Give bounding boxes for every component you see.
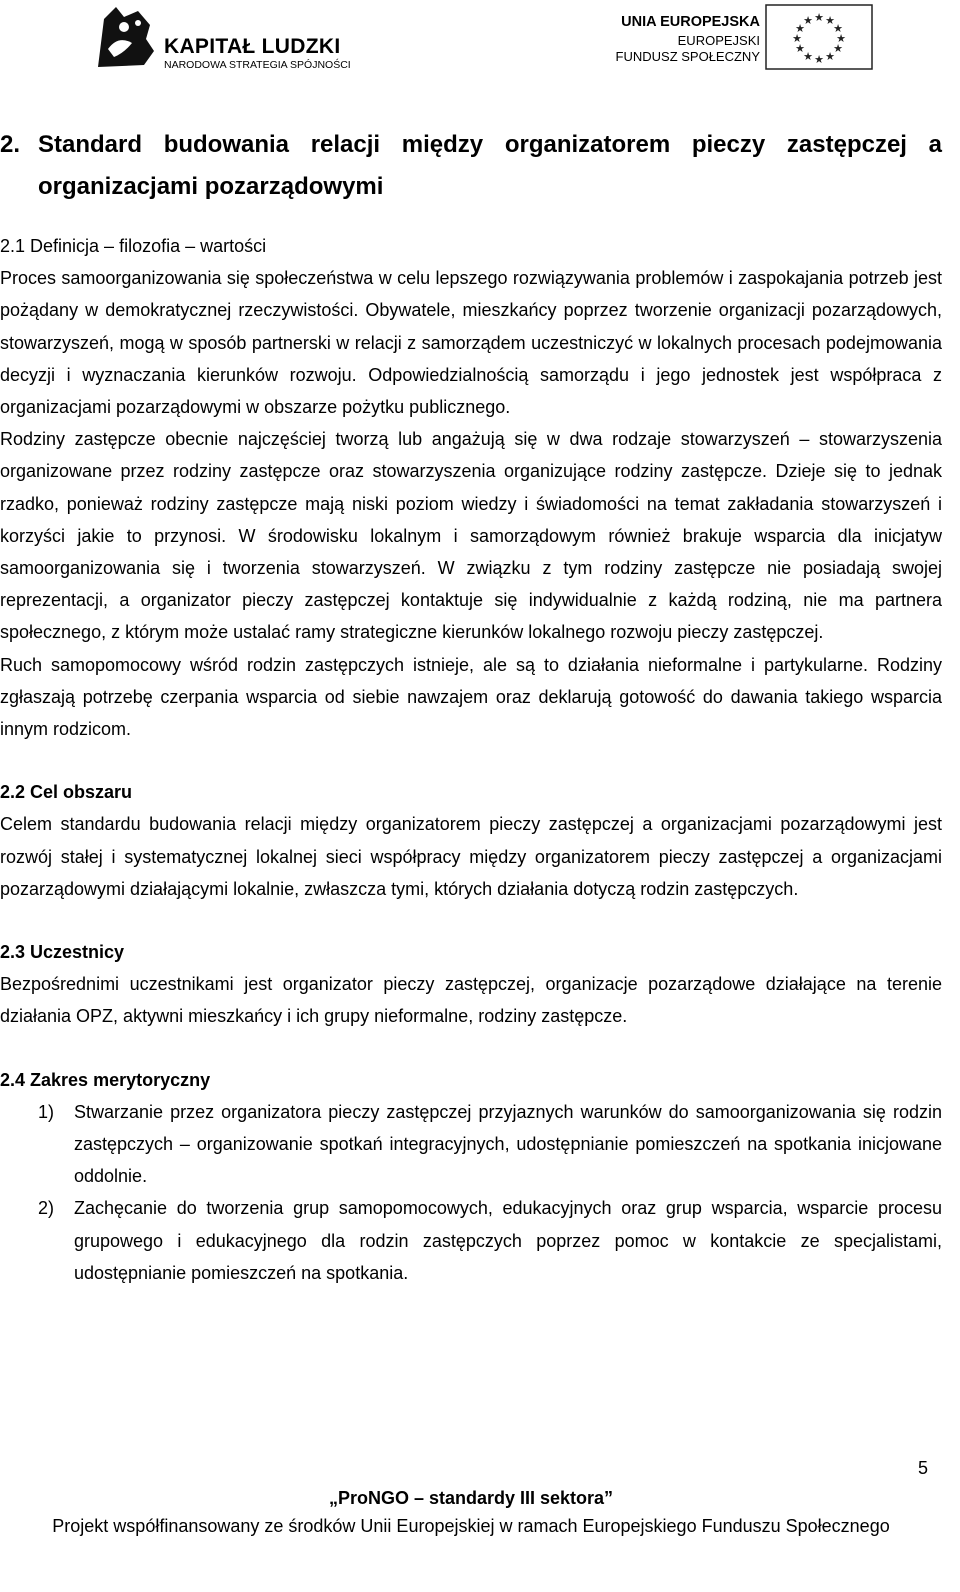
- scope-list: [0, 1096, 942, 1289]
- footer-text: Projekt współfinansowany ze środków Unii Europejskiej w ramach Europejskiego Funduszu Społecznego: [52, 1516, 890, 1536]
- page-number: 5: [918, 1458, 929, 1478]
- svg-text:★: ★: [825, 50, 835, 63]
- section-title-text: Standard budowania relacji między organizatorem pieczy zastępczej a organizacjami pozarządowymi: [38, 131, 942, 200]
- svg-text:★: ★: [814, 53, 824, 66]
- list-item-number: 2): [38, 1198, 55, 1219]
- svg-text:★: ★: [833, 22, 843, 35]
- svg-text:★: ★: [836, 32, 846, 45]
- svg-text:★: ★: [814, 11, 824, 24]
- subsection-2-1-heading: 2.1 Definicja – filozofia – wartości: [0, 236, 267, 256]
- subsection-2-4-heading: 2.4 Zakres merytoryczny: [0, 1069, 211, 1090]
- section-number: 2.: [0, 131, 21, 158]
- svg-text:★: ★: [795, 22, 805, 35]
- eu-flag-icon: [765, 4, 873, 70]
- svg-text:★: ★: [803, 14, 813, 27]
- subsection-2-2-paragraph: Celem standardu budowania relacji między organizatorem pieczy zastępczej a organizacjami pozarządowymi jest rozwój stałej i systematycznej lokalnej sieci współpracy między organizatorem pieczy zastępczej a organizacjami pozarządowymi działającymi lokalnie, zwłaszcza tymi, których działania dotyczą rodzin zastępczych.: [0, 814, 942, 899]
- subsection-2-1-paragraph-3: Ruch samopomocowy wśród rodzin zastępczych istnieje, ale są to działania nieformalne i partykularne. Rodziny zgłaszają potrzebę czerpania wsparcia od siebie nawzajem oraz deklarują gotowość do dawania takiego wsparcia innym rodzicom.: [0, 654, 942, 740]
- list-item-text: Zachęcanie do tworzenia grup samopomocowych, edukacyjnych oraz grup wsparcia, wsparcie procesu grupowego i edukacyjnego dla rodzin zastępczych poprzez pomoc w kontakcie ze specjalistami, udostępnianie pomieszczeń na spotkania.: [74, 1198, 942, 1283]
- svg-text:★: ★: [833, 42, 843, 55]
- svg-text:★: ★: [792, 32, 802, 45]
- list-item: [0, 1096, 942, 1193]
- kapital-ludzki-title: KAPITAŁ LUDZKI: [164, 35, 341, 58]
- list-item-number: 1): [38, 1101, 55, 1122]
- svg-text:★: ★: [803, 50, 813, 63]
- kapital-ludzki-emblem-icon: [94, 5, 160, 71]
- svg-text:★: ★: [795, 42, 805, 55]
- svg-text:★: ★: [825, 14, 835, 27]
- eu-logo-text: [590, 14, 760, 64]
- subsection-2-2-heading: 2.2 Cel obszaru: [0, 782, 133, 803]
- list-item: [0, 1192, 942, 1289]
- subsection-2-1-paragraph-1: Proces samoorganizowania się społeczeństwa w celu lepszego rozwiązywania problemów i zaspokajania potrzeb jest pożądany w demokratycznej rzeczywistości. Obywatele, mieszkańcy poprzez tworzenie organizacji pozarządowych, stowarzyszeń, mogą w sposób partnerski w relacji z samorządem uczestniczyć w lokalnych procesach podejmowania decyzji i wyznaczania kierunków rozwoju. Odpowiedzialnością samorządu i jego jednostek jest współpraca z organizacjami pozarządowymi w obszarze pożytku publicznego.: [0, 268, 942, 418]
- kapital-ludzki-logo: [94, 5, 364, 71]
- subsection-2-1-paragraph-2: Rodziny zastępcze obecnie najczęściej tworzą lub angażują się w dwa rodzaje stowarzyszeń – stowarzyszenia organizowane przez rodziny zastępcze oraz stowarzyszenia organizujące rodziny zastępcze. Dzieje się to jednak rzadko, ponieważ rodziny zastępcze mają niski poziom wiedzy i świadomości na temat zakładania stowarzyszeń i korzyści jakie to przynosi. W środowisku lokalnym i samorządowym również brakuje wsparcia dla inicjatyw samoorganizowania się i tworzenia stowarzyszeń. W związku z tym rodziny zastępcze nie posiadają swojej reprezentacji, a organizator pieczy zastępczej kontaktuje się indywidualnie z każdą rodziną, nie ma partnera społecznego, z którym może ustalać ramy strategiczne kierunków lokalnego rozwoju pieczy zastępczej.: [0, 429, 942, 643]
- eu-logo-line1: UNIA EUROPEJSKA: [621, 14, 760, 30]
- footer-title: „ProNGO – standardy III sektora”: [328, 1488, 614, 1508]
- document-body: [0, 124, 942, 1289]
- section-title: [0, 124, 942, 208]
- page-footer: [0, 1484, 942, 1540]
- eu-logo-line2: EUROPEJSKI: [677, 33, 760, 48]
- eu-logo-line3: FUNDUSZ SPOŁECZNY: [615, 49, 760, 64]
- kapital-ludzki-subtitle: NARODOWA STRATEGIA SPÓJNOŚCI: [164, 59, 351, 71]
- subsection-2-3-paragraph: Bezpośrednimi uczestnikami jest organizator pieczy zastępczej, organizacje pozarządowe działające na terenie działania OPZ, aktywni mieszkańcy i ich grupy nieformalne, rodziny zastępcze.: [0, 974, 942, 1027]
- page-header: [0, 0, 960, 80]
- list-item-text: Stwarzanie przez organizatora pieczy zastępczej przyjaznych warunków do samoorganizowania się rodzin zastępczych – organizowanie spotkań integracyjnych, udostępnianie pomieszczeń na spotkania inicjowane oddolnie.: [74, 1101, 942, 1187]
- subsection-2-3-heading: 2.3 Uczestnicy: [0, 942, 125, 963]
